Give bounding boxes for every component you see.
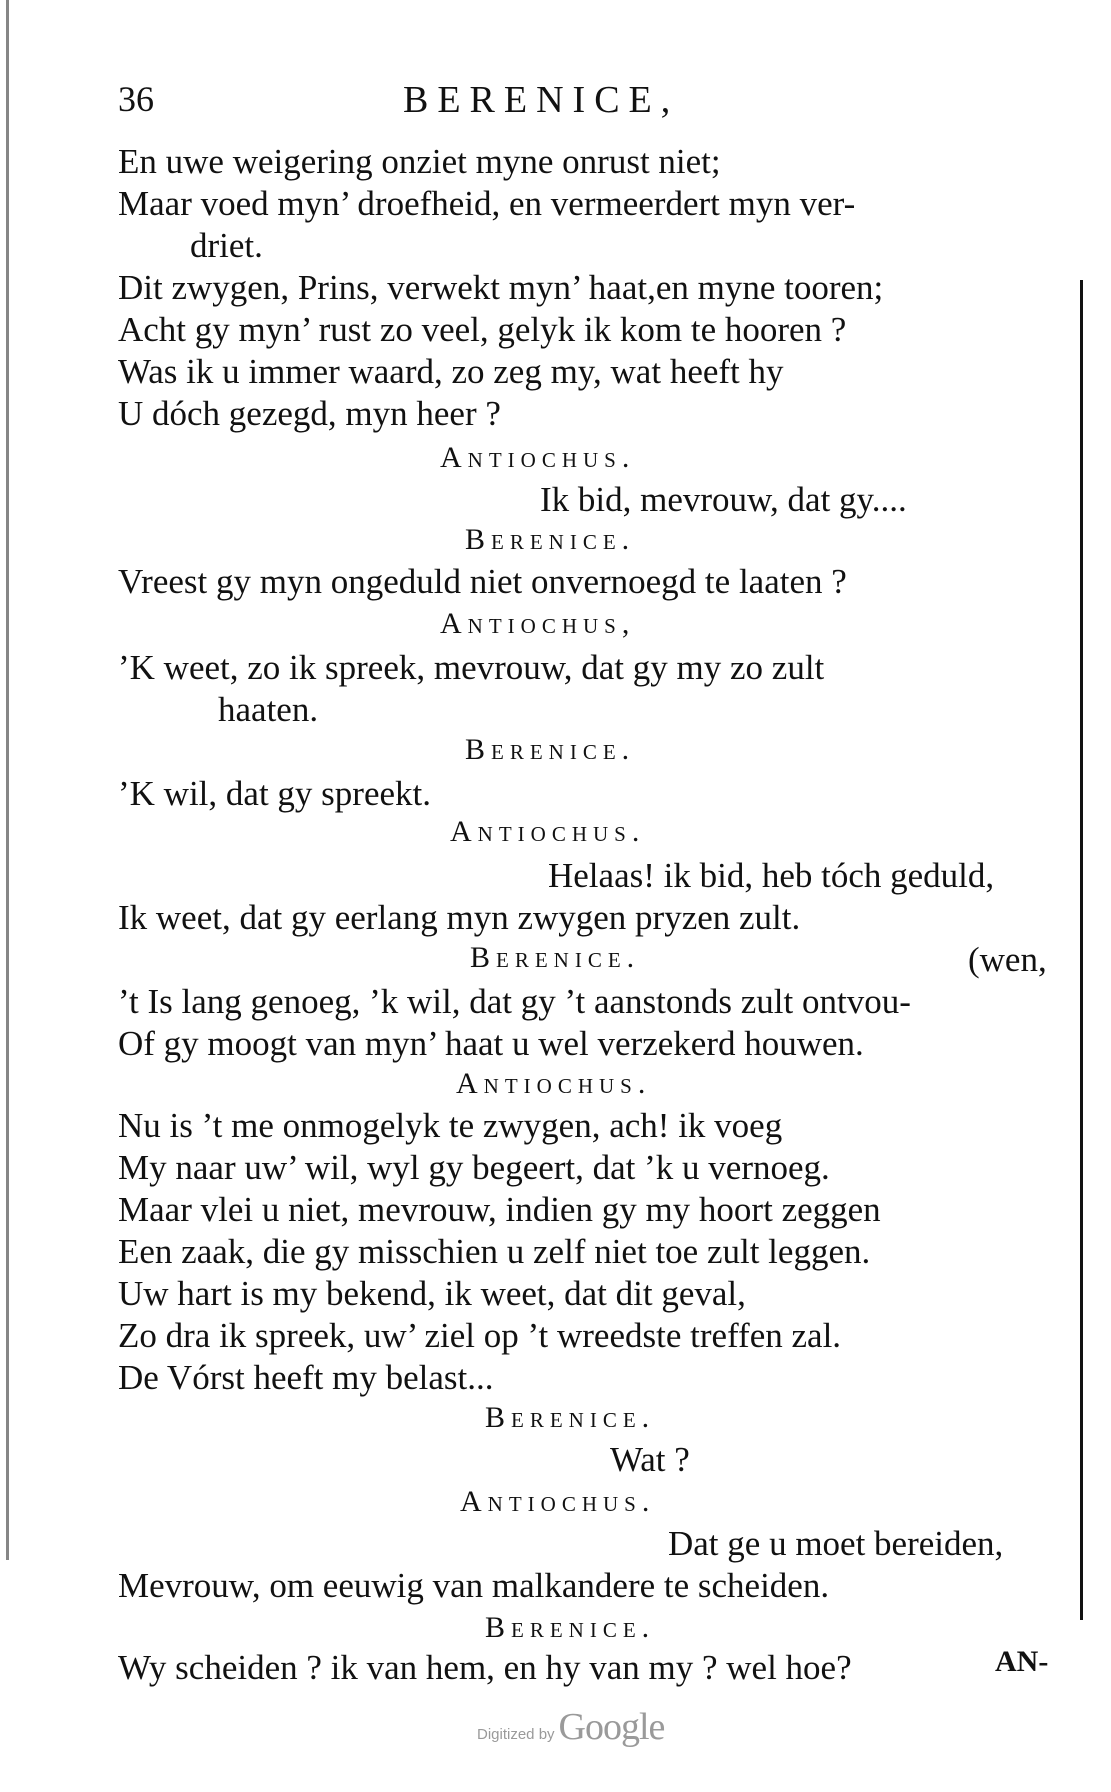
verse-line: Ik bid, mevrouw, dat gy.... [540,480,907,519]
verse-line: Acht gy myn’ rust zo veel, gelyk ik kom te hooren ? [118,310,847,349]
verse-line: ’K weet, zo ik spreek, mevrouw, dat gy my zo zult [118,648,825,687]
speaker-heading: Antiochus, [440,607,636,640]
watermark-prefix: Digitized by [477,1726,555,1743]
speaker-heading: Antiochus. [456,1067,652,1100]
verse-line: Was ik u immer waard, zo zeg my, wat heeft hy [118,352,784,391]
speaker-heading: Berenice. [485,1611,656,1644]
verse-line: Wy scheiden ? ik van hem, en hy van my ? wel hoe? [118,1648,852,1687]
verse-line: De Vórst heeft my belast... [118,1358,494,1397]
verse-line: Ik weet, dat gy eerlang myn zwygen pryzen zult. [118,898,801,937]
verse-line: (wen, [968,940,1047,979]
verse-line: Uw hart is my bekend, ik weet, dat dit geval, [118,1274,746,1313]
verse-line: Maar vlei u niet, mevrouw, indien gy my hoort zeggen [118,1190,881,1229]
verse-line: driet. [190,226,263,265]
verse-line: Maar voed myn’ droefheid, en vermeerdert myn ver- [118,184,856,223]
verse-line: haaten. [218,690,319,729]
page-header [118,78,991,128]
verse-line: U dóch gezegd, myn heer ? [118,394,501,433]
verse-line: ’K wil, dat gy spreekt. [118,774,431,813]
speaker-heading: Berenice. [485,1401,656,1434]
page-edge-left [6,0,9,1560]
catchword: AN- [995,1645,1049,1678]
verse-line: ’t Is lang genoeg, ’k wil, dat gy ’t aanstonds zult ontvou- [118,982,911,1021]
verse-line: Dit zwygen, Prins, verwekt myn’ haat,en myne tooren; [118,268,884,307]
verse-line: Nu is ’t me onmogelyk te zwygen, ach! ik voeg [118,1106,783,1145]
digitized-by-google-watermark [477,1705,664,1749]
verse-line: Een zaak, die gy misschien u zelf niet toe zult leggen. [118,1232,871,1271]
verse-line: Helaas! ik bid, heb tóch geduld, [548,856,995,895]
speaker-heading: Antiochus. [450,815,646,848]
verse-line: Wat ? [610,1440,690,1479]
speaker-heading: Antiochus. [440,441,636,474]
verse-line: My naar uw’ wil, wyl gy begeert, dat ’k u vernoeg. [118,1148,830,1187]
speaker-heading: Berenice. [465,733,636,766]
verse-line: Zo dra ik spreek, uw’ ziel op ’t wreedste treffen zal. [118,1316,842,1355]
verse-line: En uwe weigering onziet myne onrust niet; [118,142,721,181]
page-number: 36 [118,79,154,119]
speaker-heading: Berenice. [465,523,636,556]
running-title: BERENICE, [403,79,680,121]
verse-line: Of gy moogt van myn’ haat u wel verzekerd houwen. [118,1024,864,1063]
speaker-heading: Berenice. [470,941,641,974]
page-edge-right [1080,280,1083,1620]
verse-line: Dat ge u moet bereiden, [668,1524,1004,1563]
speaker-heading: Antiochus. [460,1485,656,1518]
verse-line: Vreest gy myn ongeduld niet onvernoegd te laaten ? [118,562,847,601]
verse-line: Mevrouw, om eeuwig van malkandere te scheiden. [118,1566,830,1605]
watermark-brand: Google [558,1706,665,1748]
